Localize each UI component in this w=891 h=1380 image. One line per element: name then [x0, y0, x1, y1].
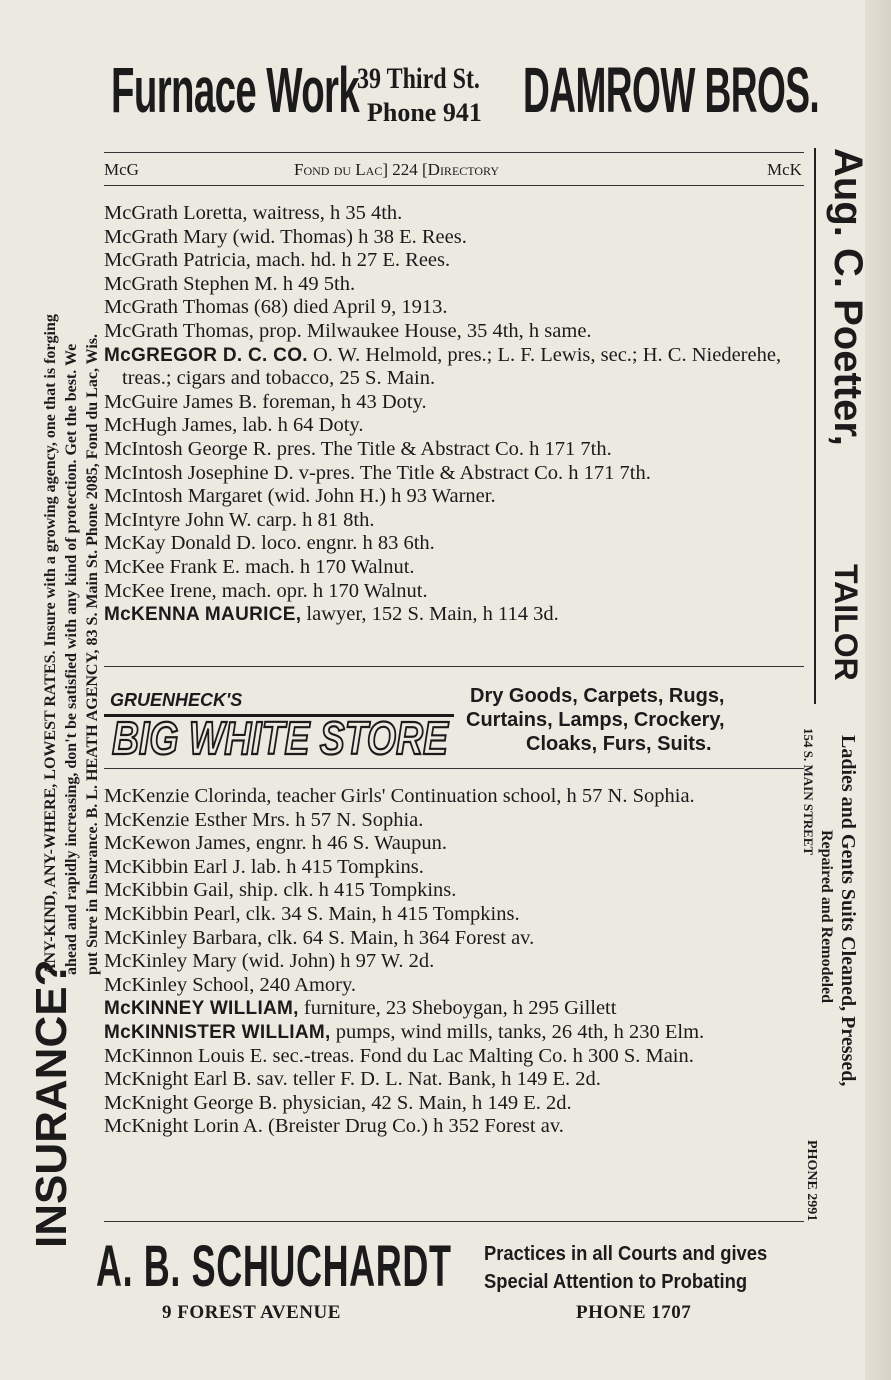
directory-entry: McGrath Thomas (68) died April 9, 1913.	[104, 296, 448, 319]
directory-entry: McKinley Barbara, clk. 64 S. Main, h 364 Forest av.	[104, 926, 535, 949]
directory-entry: McKibbin Gail, ship. clk. h 415 Tompkins.	[104, 879, 457, 902]
header-rule-top	[104, 152, 804, 153]
directory-entry: McKee Frank E. mach. h 170 Walnut.	[104, 555, 415, 578]
store-line-2: Curtains, Lamps, Crockery,	[466, 709, 725, 731]
entry-bold-name: McKENNA MAURICE,	[104, 604, 302, 626]
directory-listings-bottom	[104, 785, 804, 1139]
directory-entry: McKnight George B. physician, 42 S. Main, h 149 E. 2d.	[104, 1091, 572, 1114]
directory-entry: McIntosh George R. pres. The Title & Abstract Co. h 171 7th.	[104, 437, 612, 460]
directory-entry: McKay Donald D. loco. engnr. h 83 6th.	[104, 532, 435, 555]
heath-agency-ad	[40, 0, 112, 975]
schuchardt-practices	[484, 1240, 767, 1296]
directory-entry	[104, 603, 804, 627]
tailor-repairs: Repaired and Remodeled	[818, 830, 835, 1004]
directory-entry: McGuire James B. foreman, h 43 Doty.	[104, 390, 427, 413]
schuchardt-address: 9 FOREST AVENUE	[162, 1302, 341, 1323]
directory-entry	[104, 1021, 804, 1045]
schuchardt-name: A. B. SCHUCHARDT	[96, 1234, 452, 1299]
directory-entry	[104, 344, 804, 391]
directory-entry: McKnight Lorin A. (Breister Drug Co.) h 352 Forest av.	[104, 1115, 564, 1138]
ad-rule-top	[104, 666, 804, 667]
directory-entry: McKenzie Esther Mrs. h 57 N. Sophia.	[104, 808, 424, 831]
entry-details: pumps, wind mills, tanks, 26 4th, h 230 Elm.	[330, 1020, 705, 1043]
big-white-store-goods	[466, 684, 816, 756]
big-white-store-logo-art	[104, 684, 456, 762]
entry-details: O. W. Helmold, pres.; L. F. Lewis, sec.; H. C. Niederehe, treas.; cigars and tobacco, 25 S. Main.	[122, 343, 782, 390]
logo-gruenheck: GRUENHECK'S	[110, 690, 243, 710]
entry-bold-name: McKINNEY WILLIAM,	[104, 998, 299, 1020]
damrow-bros-text: DAMROW BROS.	[523, 54, 820, 126]
ad-rule-bottom	[104, 768, 804, 769]
directory-entry: McGrath Loretta, waitress, h 35 4th.	[104, 202, 403, 224]
tailor-services: Ladies and Gents Suits Cleaned, Pressed,	[837, 735, 859, 1087]
directory-entry: McGrath Mary (wid. Thomas) h 38 E. Rees.	[104, 225, 467, 248]
tailor-street: 154 S. MAIN STREET	[801, 728, 816, 856]
big-white-store-logo	[104, 684, 456, 762]
header-right-key: McK	[767, 160, 802, 179]
directory-entry: McKinnon Louis E. sec.-treas. Fond du Lac Malting Co. h 300 S. Main.	[104, 1044, 694, 1067]
practices-line-2: Special Attention to Probating	[484, 1271, 748, 1293]
logo-big-white-store: BIG WHITE STORE	[112, 712, 450, 764]
directory-entry: McGrath Patricia, mach. hd. h 27 E. Rees.	[104, 249, 451, 272]
header-rule-bottom	[104, 185, 804, 186]
directory-entry: McGrath Thomas, prop. Milwaukee House, 35 4th, h same.	[104, 319, 592, 342]
practices-line-1: Practices in all Courts and gives	[484, 1243, 768, 1265]
directory-entry: McKee Irene, mach. opr. h 170 Walnut.	[104, 579, 428, 602]
entry-details: lawyer, 152 S. Main, h 114 3d.	[301, 603, 559, 626]
header-page-info: Fond du Lac] 224 [Directory	[294, 160, 500, 179]
tailor-phone: PHONE 2991	[804, 1140, 819, 1222]
tailor-word: TAILOR	[828, 564, 864, 681]
tailor-ad-rule	[814, 148, 816, 704]
directory-entry: McHugh James, lab. h 64 Doty.	[104, 414, 364, 437]
directory-entry	[104, 997, 804, 1021]
heath-line-2: ahead and rapidly increasing, don't be satisfied with any kind of protection. Get the best. We	[63, 343, 80, 975]
footer-rule	[104, 1221, 804, 1222]
directory-entry: McIntyre John W. carp. h 81 8th.	[104, 508, 375, 531]
insurance-headline: INSURANCE?	[27, 959, 76, 1248]
directory-entry: McKnight Earl B. sav. teller F. D. L. Nat. Bank, h 149 E. 2d.	[104, 1068, 601, 1091]
entry-bold-name: McGREGOR D. C. CO.	[104, 344, 308, 366]
heath-line-1: ANY-KIND, ANY-WHERE, LOWEST RATES. Insure with a growing agency, one that is forging	[42, 314, 59, 975]
directory-entry: McKewon James, engnr. h 46 S. Waupun.	[104, 832, 448, 855]
directory-entry: McKibbin Pearl, clk. 34 S. Main, h 415 Tompkins.	[104, 902, 520, 925]
entry-details: furniture, 23 Sheboygan, h 295 Gillett	[298, 997, 617, 1020]
directory-entry: McKinley Mary (wid. John) h 97 W. 2d.	[104, 950, 435, 973]
entry-bold-name: McKINNISTER WILLIAM,	[104, 1021, 331, 1043]
directory-entry: McIntosh Margaret (wid. John H.) h 93 Warner.	[104, 485, 496, 508]
header-left-key: McG	[104, 160, 139, 179]
phone-941: Phone 941	[367, 98, 482, 127]
directory-entry: McKinley School, 240 Amory.	[104, 973, 357, 996]
directory-listings-top	[104, 202, 804, 627]
schuchardt-phone: PHONE 1707	[576, 1302, 692, 1323]
furnace-work-text: Furnace Work	[111, 54, 360, 126]
store-line-3: Cloaks, Furs, Suits.	[526, 733, 712, 755]
store-line-1: Dry Goods, Carpets, Rugs,	[470, 685, 725, 707]
directory-entry: McIntosh Josephine D. v-pres. The Title & Abstract Co. h 171 7th.	[104, 461, 651, 484]
top-advertisement	[105, 54, 820, 138]
heath-line-3: put Sure in Insurance. B. L. HEATH AGENCY, 83 S. Main St. Phone 2085, Fond du Lac, Wis.	[84, 333, 101, 975]
directory-entry: McGrath Stephen M. h 49 5th.	[104, 272, 356, 295]
third-street-address: 39 Third St.	[357, 62, 480, 95]
directory-entry: McKenzie Clorinda, teacher Girls' Continuation school, h 57 N. Sophia.	[104, 785, 695, 807]
poetter-name: Aug. C. Poetter,	[826, 148, 870, 446]
directory-entry: McKibbin Earl J. lab. h 415 Tompkins.	[104, 855, 424, 878]
